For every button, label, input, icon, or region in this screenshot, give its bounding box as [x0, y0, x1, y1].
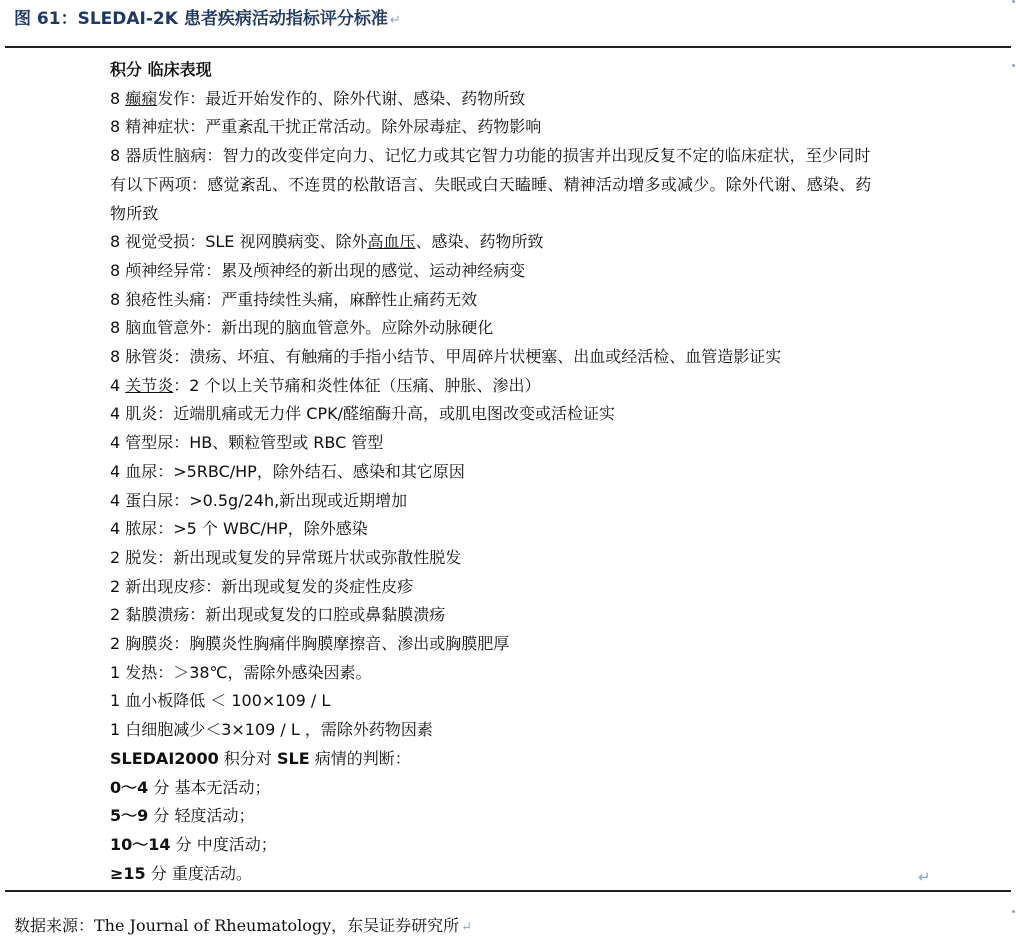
criteria-score: 8 [110, 117, 121, 137]
criteria-score: 2 [110, 634, 121, 654]
criteria-text-pre: 视觉受损：SLE 视网膜病变、除外 [125, 232, 368, 252]
criteria-text: 蛋白尿：>0.5g/24h,新出现或近期增加 [125, 490, 408, 510]
criteria-score: 8 [110, 146, 121, 166]
activity-range: 0～4 [110, 777, 149, 797]
criteria-text: 器质性脑病：智力的改变伴定向力、记忆力或其它智力功能的损害并出现反复不定的临床症状，至少同时有以下两项：感觉紊乱、不连贯的松散语言、失眠或白天瞌睡、精神活动增多或减少。除外代谢、感染、药物所致 [110, 146, 872, 223]
source-line [14, 913, 472, 936]
criteria-text: 新出现皮疹：新出现或复发的炎症性皮疹 [125, 576, 414, 596]
source-text: 数据来源：The Journal of Rheumatology，东吴证券研究所 [14, 916, 460, 935]
table-header: 积分 临床表现 [110, 60, 212, 79]
criteria-row [110, 113, 890, 142]
judgment-lead: SLEDAI2000 [110, 748, 219, 768]
criteria-row [110, 142, 880, 228]
criteria-score: 8 [110, 347, 121, 367]
criteria-score: 1 [110, 720, 121, 740]
criteria-text: 发热：＞38℃，需除外感染因素。 [125, 662, 372, 682]
criteria-score: 4 [110, 375, 121, 395]
activity-desc: 分 基本无活动； [148, 777, 271, 797]
criteria-term-underlined: 高血压 [367, 232, 416, 252]
criteria-text: ：2 个以上关节痛和炎性体征（压痛、肿胀、渗出） [173, 375, 541, 395]
bottom-rule [5, 890, 1011, 892]
criteria-score: 8 [110, 318, 121, 338]
criteria-score: 1 [110, 691, 121, 711]
criteria-row [110, 257, 890, 286]
criteria-row [110, 458, 890, 487]
judgment-line [110, 745, 890, 774]
activity-desc: 分 重度活动。 [145, 863, 252, 883]
corner-dot-icon [1012, 64, 1015, 67]
criteria-text: 黏膜溃疡：新出现或复发的口腔或鼻黏膜溃疡 [125, 605, 446, 625]
activity-level-row [110, 831, 890, 860]
criteria-score: 4 [110, 519, 121, 539]
criteria-row [110, 429, 890, 458]
criteria-score: 8 [110, 88, 121, 108]
activity-range: 5～9 [110, 806, 149, 826]
criteria-row [110, 343, 890, 372]
activity-range: 10～14 [110, 834, 171, 854]
criteria-term-underlined: 关节炎 [125, 375, 174, 395]
judgment-sle: SLE [276, 748, 310, 768]
criteria-row [110, 573, 890, 602]
criteria-text: 颅神经异常：累及颅神经的新出现的感觉、运动神经病变 [125, 260, 526, 280]
activity-desc: 分 中度活动； [170, 834, 277, 854]
criteria-text: 精神症状：严重紊乱干扰正常活动。除外尿毒症、药物影响 [125, 117, 542, 137]
criteria-text: 血小板降低 ＜ 100×109 / L [125, 691, 331, 711]
criteria-score: 2 [110, 547, 121, 567]
criteria-text: 脉管炎：溃疡、坏疽、有触痛的手指小结节、甲周碎片状梗塞、出血或经活检、血管造影证实 [125, 347, 782, 367]
judgment-mid: 积分对 [218, 748, 277, 768]
criteria-row [110, 286, 890, 315]
activity-level-row [110, 774, 890, 803]
criteria-score: 4 [110, 433, 121, 453]
criteria-row [110, 228, 890, 257]
criteria-text: 血尿：>5RBC/HP，除外结石、感染和其它原因 [125, 461, 465, 481]
figure-title-text: 图 61：SLEDAI-2K 患者疾病活动指标评分标准 [14, 9, 388, 29]
criteria-row [110, 716, 890, 745]
criteria-text: 白细胞减少＜3×109 / L ，需除外药物因素 [125, 720, 433, 740]
criteria-score: 8 [110, 232, 121, 252]
criteria-table [110, 56, 890, 888]
criteria-score: 1 [110, 662, 121, 682]
criteria-row [110, 487, 890, 516]
criteria-row [110, 85, 890, 114]
corner-dot-icon [1012, 0, 1015, 3]
activity-range: ≥15 [110, 863, 146, 883]
criteria-text: 管型尿：HB、颗粒管型或 RBC 管型 [125, 433, 384, 453]
criteria-row [110, 400, 890, 429]
criteria-row [110, 515, 890, 544]
activity-level-row [110, 860, 890, 889]
corner-dot-icon [1012, 910, 1015, 913]
activity-desc: 分 轻度活动； [148, 806, 255, 826]
criteria-score: 8 [110, 260, 121, 280]
criteria-text: 脑血管意外：新出现的脑血管意外。应除外动脉硬化 [125, 318, 494, 338]
criteria-row [110, 544, 890, 573]
criteria-row [110, 630, 890, 659]
criteria-score: 4 [110, 490, 121, 510]
return-mark-icon: ↵ [389, 13, 401, 28]
criteria-score: 4 [110, 461, 121, 481]
criteria-text: 发作：最近开始发作的、除外代谢、感染、药物所致 [157, 88, 526, 108]
criteria-text: 狼疮性头痛：严重持续性头痛，麻醉性止痛药无效 [125, 289, 478, 309]
criteria-score: 2 [110, 605, 121, 625]
criteria-row [110, 372, 890, 401]
criteria-text: 肌炎：近端肌痛或无力伴 CPK/醛缩酶升高，或肌电图改变或活检证实 [125, 404, 615, 424]
criteria-score: 4 [110, 404, 121, 424]
criteria-text: 脓尿：>5 个 WBC/HP，除外感染 [125, 519, 368, 539]
criteria-score: 2 [110, 576, 121, 596]
activity-level-row [110, 802, 890, 831]
criteria-row [110, 314, 890, 343]
source-return-mark-icon: ↵ [461, 920, 473, 935]
criteria-text: 胸膜炎：胸膜炎性胸痛伴胸膜摩擦音、渗出或胸膜肥厚 [125, 634, 510, 654]
criteria-term-underlined: 癫痫 [125, 88, 158, 108]
judgment-rest: 病情的判断： [309, 748, 411, 768]
criteria-text: 、感染、药物所致 [415, 232, 544, 252]
criteria-list [110, 85, 890, 745]
figure-title [14, 7, 401, 33]
end-return-mark-icon: ↵ [918, 868, 931, 886]
criteria-score: 8 [110, 289, 121, 309]
criteria-row [110, 601, 890, 630]
criteria-row [110, 687, 890, 716]
criteria-text: 脱发：新出现或复发的异常斑片状或弥散性脱发 [125, 547, 462, 567]
criteria-row [110, 659, 890, 688]
activity-levels [110, 774, 890, 889]
top-rule [5, 46, 1011, 48]
